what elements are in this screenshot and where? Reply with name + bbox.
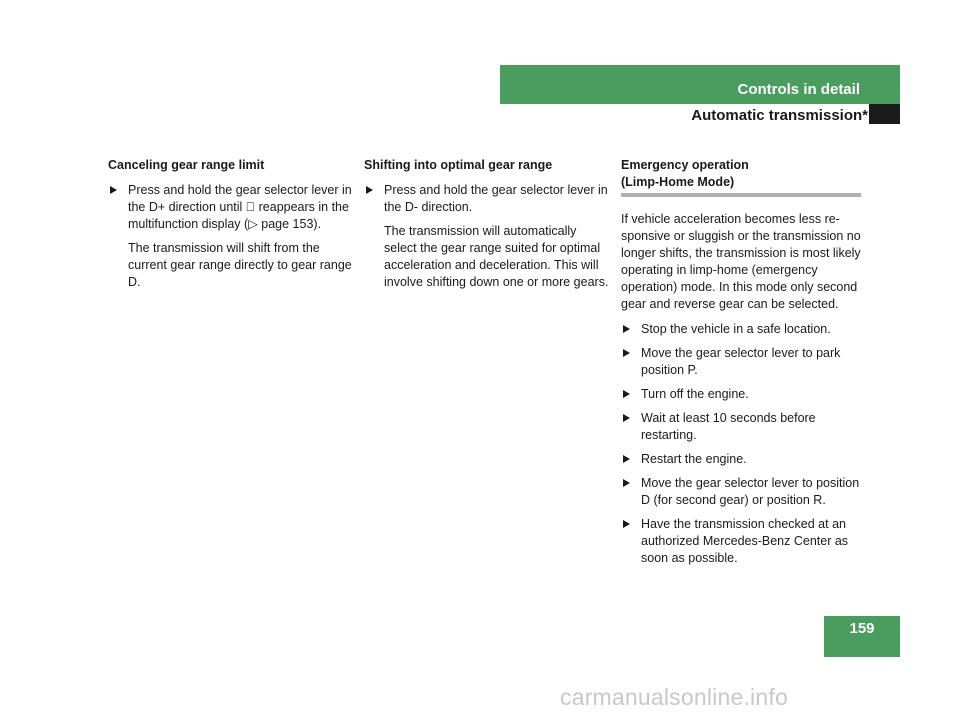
heading-canceling: Canceling gear range limit: [108, 158, 265, 172]
column-2: [364, 157, 609, 298]
step: Move the gear selector lever to position D (for second gear) or position R.: [621, 475, 861, 509]
page-number: 159: [824, 616, 900, 657]
subsection-title: Automatic transmission*: [691, 107, 868, 124]
step: Move the gear selector lever to park position P.: [621, 345, 861, 379]
result-canceling: The transmission will shift from the current gear range directly to gear range D.: [128, 241, 352, 289]
heading-emergency: [621, 157, 861, 197]
step: Turn off the engine.: [621, 386, 861, 403]
bullet-canceling: Press and hold the gear selector lever in the D+ direction until   reappears in the multifunction display (▷ page 153).: [108, 182, 353, 233]
heading-emergency-line2: (Limp-Home Mode): [621, 175, 735, 189]
step: Restart the engine.: [621, 451, 861, 468]
step: Have the transmission checked at an authorized Mercedes-Benz Center as soon as possible.: [621, 516, 861, 567]
column-3: [621, 157, 861, 574]
heading-optimal: Shifting into optimal gear range: [364, 158, 553, 172]
emergency-intro: If vehicle acceleration becomes less re-sponsive or sluggish or the transmission no longer shifts, the transmission is most likely operating in limp-home (emergency operation) mode. In this mode only second gear and reverse gear can be selected.: [621, 212, 861, 311]
column-1: [108, 157, 353, 298]
tab-marker: [869, 104, 900, 124]
step: Wait at least 10 seconds before restarting.: [621, 410, 861, 444]
section-title: Controls in detail: [737, 81, 860, 98]
step: Stop the vehicle in a safe location.: [621, 321, 861, 338]
watermark: carmanualsonline.info: [560, 684, 788, 710]
heading-emergency-line1: Emergency operation: [621, 158, 749, 172]
bullet-optimal: Press and hold the gear selector lever in the D- direction.: [364, 182, 609, 216]
header-band: [500, 65, 900, 104]
result-optimal: The transmission will automatically select the gear range suited for optimal acceleration and deceleration. This will involve shifting down one or more gears.: [384, 224, 609, 289]
